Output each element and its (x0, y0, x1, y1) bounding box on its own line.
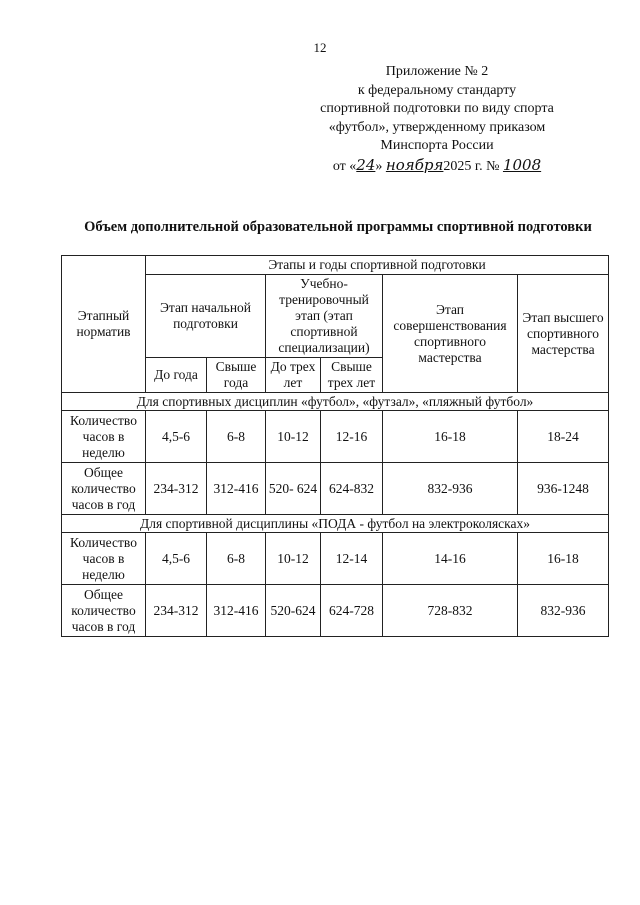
document-title: Объем дополнительной образовательной программы спортивной подготовки (84, 219, 592, 235)
appendix-title: Приложение № 2 (385, 64, 489, 79)
appendix-line-2: к федеральному стандарту (357, 82, 517, 98)
page-number: 12 (313, 40, 327, 55)
appendix-line-3: спортивной подготовки по виду спорта (320, 101, 554, 116)
row-label: Общее количество часов в год (62, 585, 146, 637)
header-stage-improvement: Этап совершенствования спортивного мастерства (383, 275, 518, 393)
table-cell: 16-18 (518, 533, 609, 585)
appendix-date-line (272, 156, 602, 177)
table-cell: 234-312 (146, 463, 207, 515)
table-cell: 18-24 (518, 411, 609, 463)
table-cell: 12-14 (321, 533, 383, 585)
table-cell: 10-12 (266, 533, 321, 585)
table-cell: 4,5-6 (146, 533, 207, 585)
table-cell: 312-416 (207, 463, 266, 515)
appendix-line-4: «футбол», утвержденному приказом (328, 119, 546, 135)
row-label: Общее количество часов в год (62, 463, 146, 515)
header-stage-training: Учебно-тренировочный этап (этап спортивной специализации) (266, 275, 383, 358)
table-cell: 6-8 (207, 533, 266, 585)
subheader-upto-3: До трех лет (266, 358, 321, 393)
table-cell: 10-12 (266, 411, 321, 463)
header-stages-group: Этапы и годы спортивной подготовки (146, 256, 609, 275)
table-row (62, 533, 609, 585)
table-cell: 12-16 (321, 411, 383, 463)
header-stage-higher: Этап высшего спортивного мастерства (518, 275, 609, 393)
date-mid: » (375, 158, 386, 174)
table-cell: 4,5-6 (146, 411, 207, 463)
table-cell: 728-832 (383, 585, 518, 637)
date-prefix: от « (332, 158, 357, 174)
table-row (62, 463, 609, 515)
table-cell: 624-832 (321, 463, 383, 515)
table-cell: 14-16 (383, 533, 518, 585)
table-cell: 520- 624 (266, 463, 321, 515)
table-cell: 312-416 (207, 585, 266, 637)
section-heading: Для спортивных дисциплин «футбол», «футзал», «пляжный футбол» (62, 393, 609, 411)
table-cell: 6-8 (207, 411, 266, 463)
table-row (62, 585, 609, 637)
table-cell: 520-624 (266, 585, 321, 637)
date-month: ноября (385, 155, 444, 174)
table-row (62, 411, 609, 463)
subheader-over-year: Свыше года (207, 358, 266, 393)
subheader-over-3: Свыше трех лет (321, 358, 383, 393)
row-label: Количество часов в неделю (62, 533, 146, 585)
header-norm: Этапный норматив (62, 256, 146, 393)
subheader-upto-year: До года (146, 358, 207, 393)
table-cell: 832-936 (383, 463, 518, 515)
table-cell: 936-1248 (518, 463, 609, 515)
table-cell: 234-312 (146, 585, 207, 637)
table-cell: 16-18 (383, 411, 518, 463)
appendix-block (272, 63, 602, 176)
header-stage-initial: Этап начальной подготовки (146, 275, 266, 358)
order-number: 1008 (502, 155, 542, 174)
table-cell: 624-728 (321, 585, 383, 637)
row-label: Количество часов в неделю (62, 411, 146, 463)
date-day: 24 (356, 155, 376, 174)
section-heading: Для спортивной дисциплины «ПОДА - футбол на электроколясках» (62, 515, 609, 533)
table-cell: 832-936 (518, 585, 609, 637)
date-year: 2025 г. № (443, 158, 503, 174)
appendix-line-5: Минспорта России (380, 138, 494, 153)
norms-table (61, 255, 609, 637)
